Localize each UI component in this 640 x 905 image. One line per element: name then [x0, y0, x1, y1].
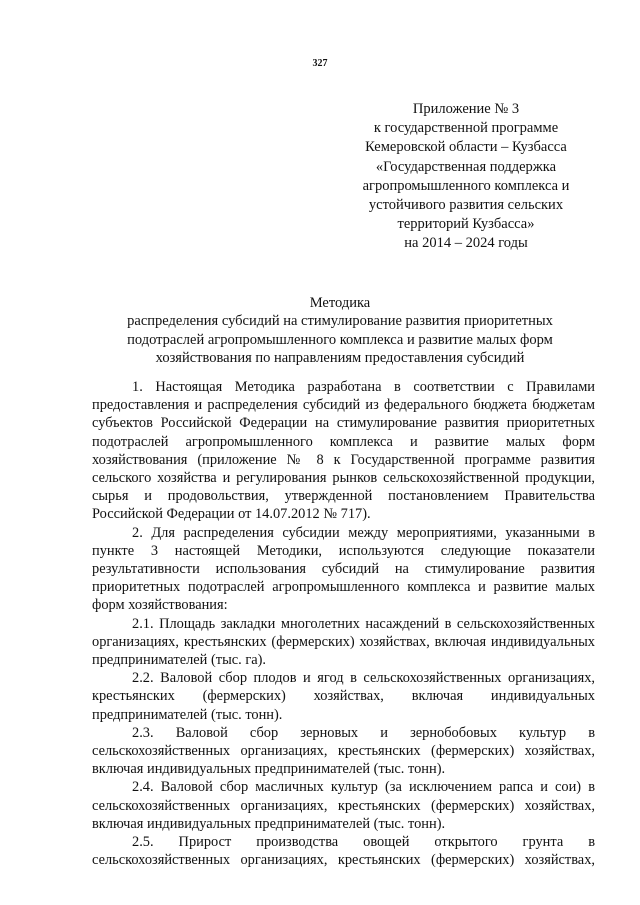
paragraph-1: 1. Настоящая Методика разработана в соответствии с Правилами предоставления и распределения субсидий из федерального бюджета бюджетам субъектов Российской Федерации на стимулирование развития приоритетных подотраслей агропромышленного комплекса и развитие малых форм хозяйствования (приложение № 8 к Государственной программе развития сельского хозяйства и регулирования рынков сельскохозяйственной продукции, сырья и продовольствия, утвержденной постановлением Правительства Российской Федерации от 14.07.2012 № 717).: [92, 379, 595, 523]
document-title: [90, 294, 590, 368]
paragraph-2-3: 2.3. Валовой сбор зерновых и зернобобовых культур в сельскохозяйственных организациях, крестьянских (фермерских) хозяйствах, включая индивидуальных предпринимателей (тыс. тонн).: [92, 724, 595, 778]
title-line: подотраслей агропромышленного комплекса и развитие малых форм: [127, 331, 553, 348]
appendix-line: Приложение № 3: [412, 101, 520, 117]
page-number: 327: [312, 58, 328, 69]
title-line: хозяйствования по направлениям предоставления субсидий: [155, 350, 525, 367]
paragraph-2: 2. Для распределения субсидии между мероприятиями, указанными в пункте 3 настоящей Методики, используются следующие показатели результативности использования субсидий на стимулирование развития приоритетных подотраслей агропромышленного комплекса и развитие малых форм хозяйствования:: [92, 524, 595, 614]
appendix-line: на 2014 – 2024 годы: [404, 235, 528, 252]
paragraph-2-4: 2.4. Валовой сбор масличных культур (за исключением рапса и сои) в сельскохозяйственных организациях, крестьянских (фермерских) хозяйствах, включая индивидуальных предпринимателей (тыс. тонн).: [92, 779, 595, 832]
appendix-line: Кемеровской области – Кузбасса: [365, 139, 567, 156]
appendix-line: агропромышленного комплекса и: [362, 177, 570, 194]
appendix-line: устойчивого развития сельских: [368, 197, 564, 214]
paragraph-2-2: 2.2. Валовой сбор плодов и ягод в сельскохозяйственных организациях, крестьянских (фермерских) хозяйствах, включая индивидуальных предпринимателей (тыс. тонн).: [92, 670, 595, 723]
appendix-line: территорий Кузбасса»: [397, 216, 535, 233]
paragraph-2-1: 2.1. Площадь закладки многолетних насаждений в сельскохозяйственных организациях, крестьянских (фермерских) хозяйствах, включая индивидуальных предпринимателей (тыс. га).: [92, 615, 595, 669]
paragraph-2-5: 2.5. Прирост производства овощей открытого грунта в сельскохозяйственных организациях, крестьянских (фермерских) хозяйствах,: [92, 834, 595, 869]
appendix-line: «Государственная поддержка: [375, 158, 557, 175]
appendix-header: [330, 100, 602, 254]
title-heading: Методика: [309, 295, 371, 311]
title-line: распределения субсидий на стимулирование развития приоритетных: [127, 313, 553, 330]
document-body: [92, 378, 595, 869]
appendix-line: к государственной программе: [373, 120, 559, 137]
